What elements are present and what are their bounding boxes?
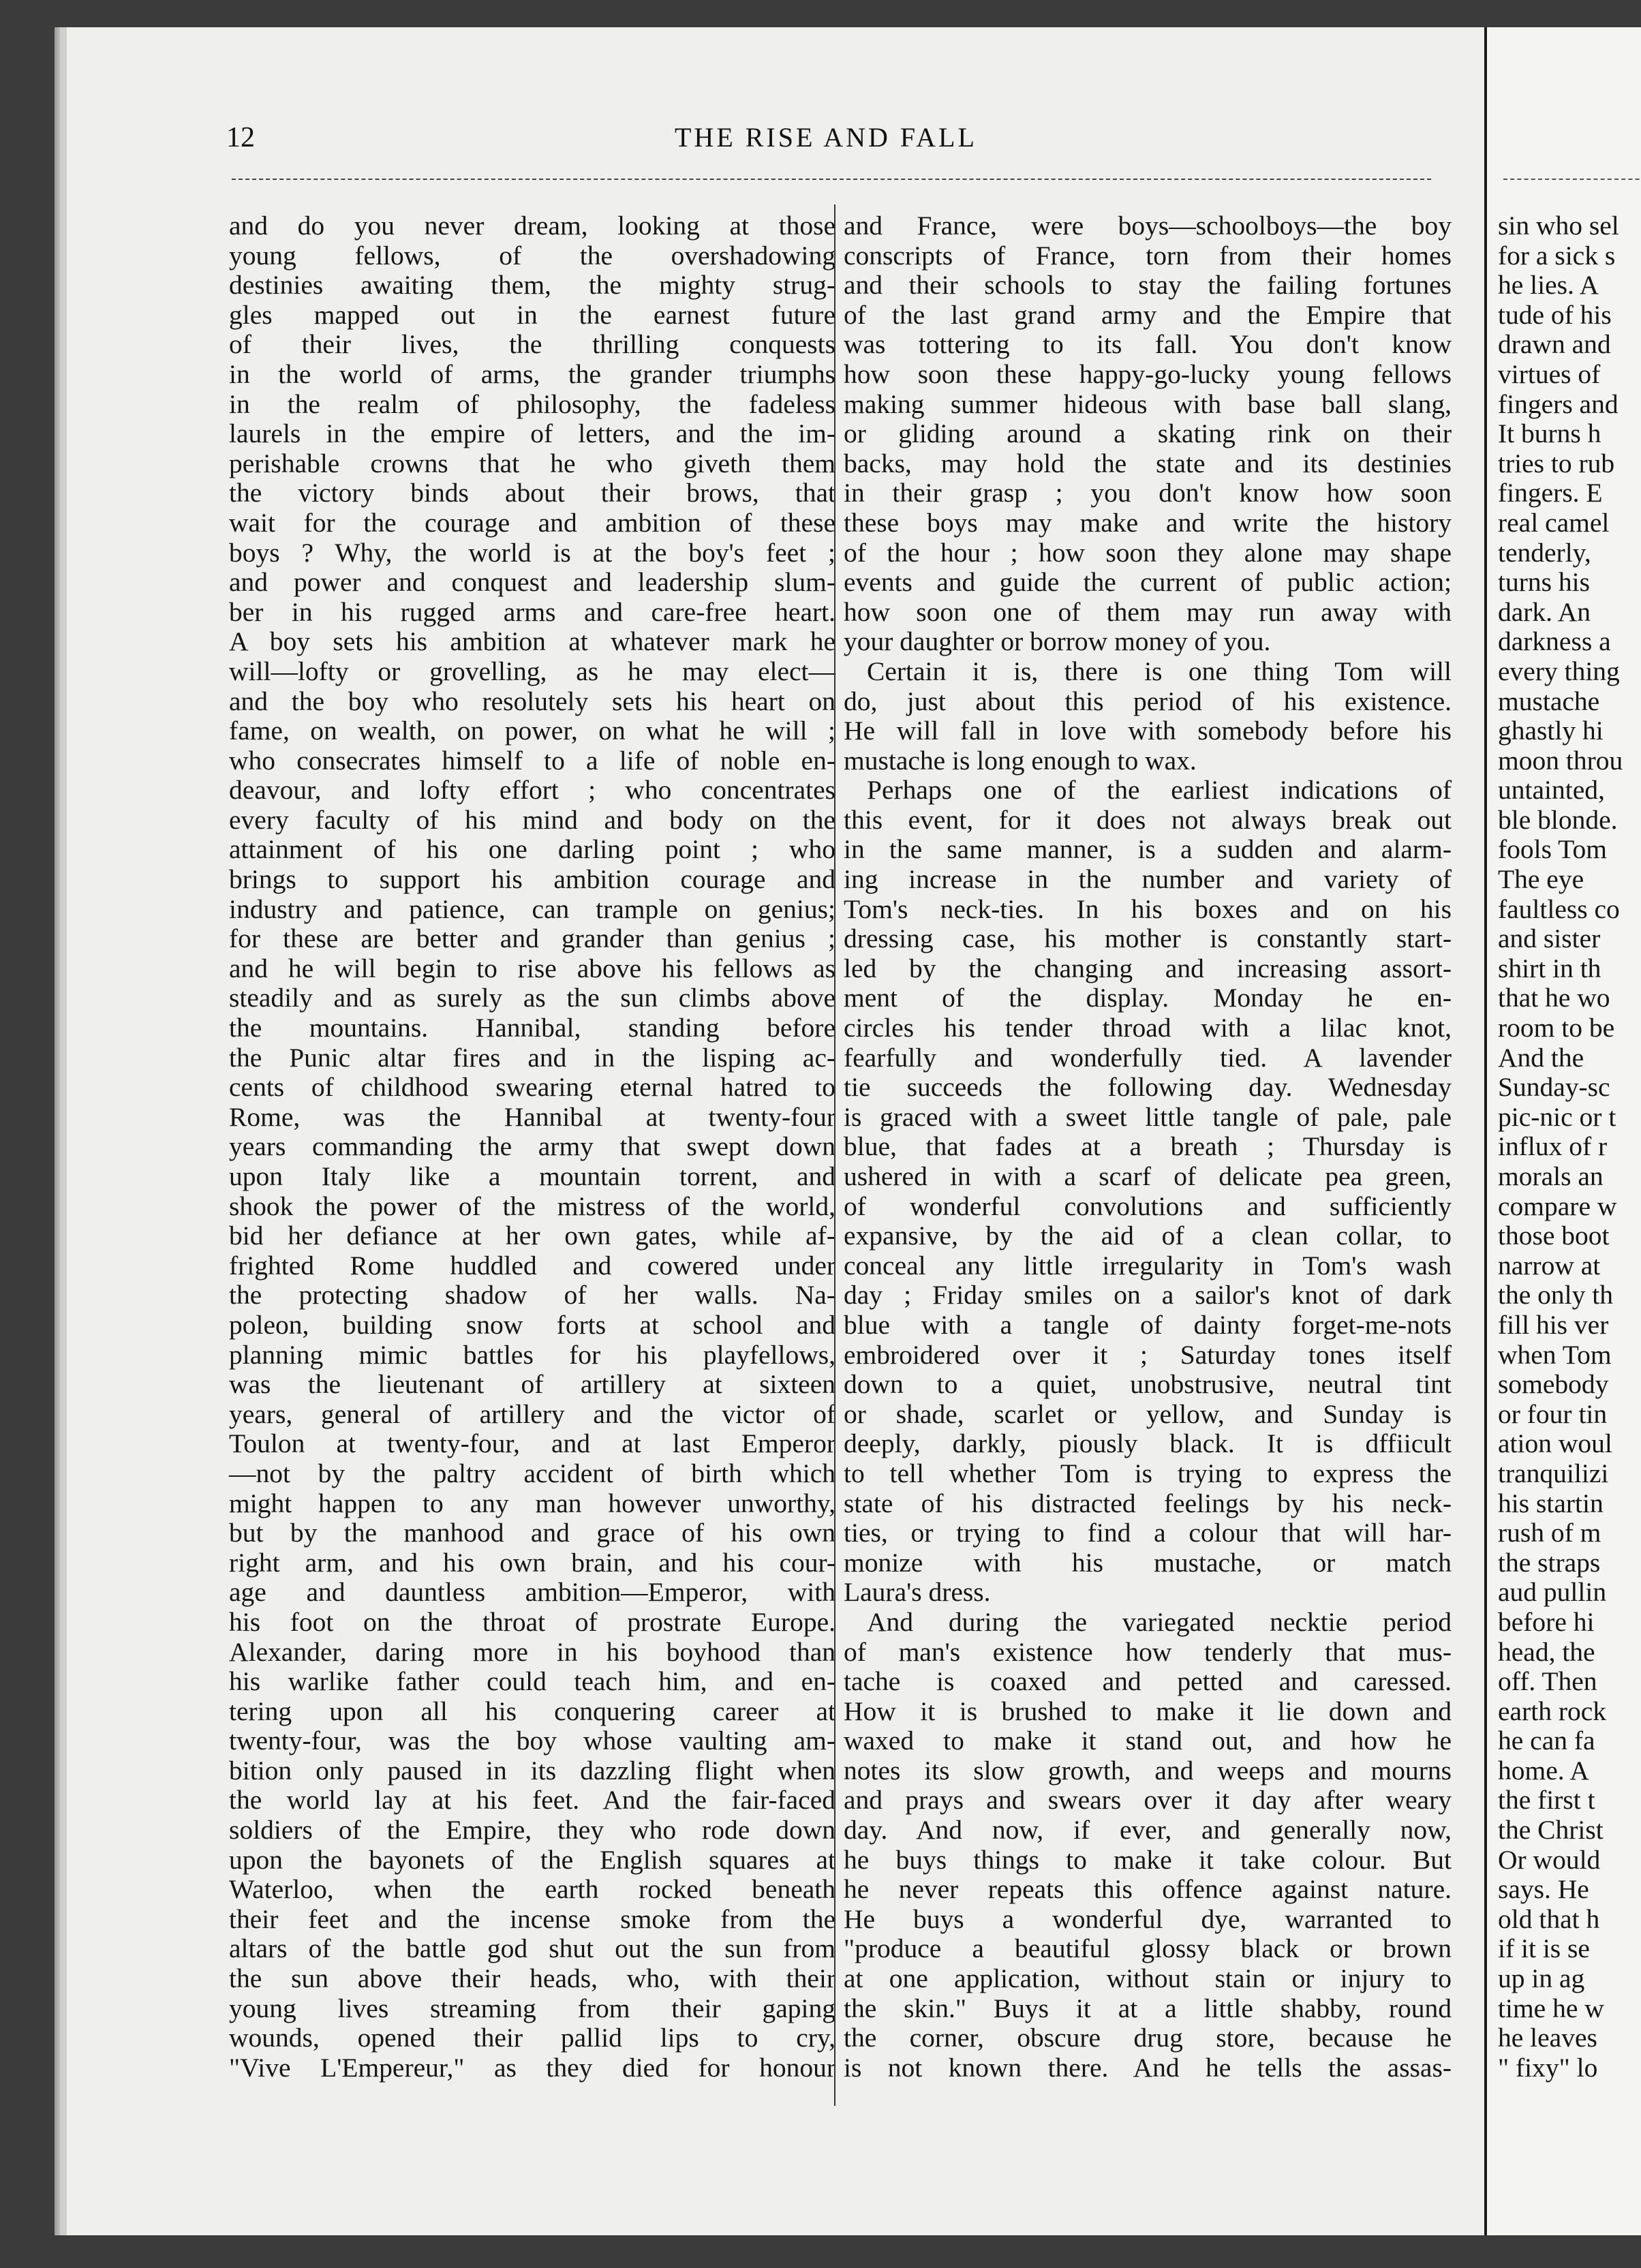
text-line: and prays and swears over it day after weary xyxy=(844,1785,1452,1815)
text-line: and France, were boys—schoolboys—the boy xyxy=(844,211,1452,241)
text-line: those boot xyxy=(1498,1221,1610,1251)
text-line: mustache is long enough to wax. xyxy=(844,745,1197,776)
text-line: before hi xyxy=(1498,1606,1595,1637)
text-line: his foot on the throat of prostrate Europe. xyxy=(229,1606,835,1637)
text-line: in the realm of philosophy, the fadeless xyxy=(229,388,835,419)
text-line: fame, on wealth, on power, on what he will ; xyxy=(229,716,835,746)
text-line: moon throu xyxy=(1498,745,1623,776)
text-line: he never repeats this offence against nature. xyxy=(844,1874,1452,1905)
text-line: home. A xyxy=(1498,1755,1589,1786)
text-line: the Christ xyxy=(1498,1815,1604,1845)
text-line: backs, may hold the state and its destinies xyxy=(844,448,1452,478)
text-line: years commanding the army that swept down xyxy=(229,1131,835,1162)
text-line: And during the variegated necktie period xyxy=(867,1606,1452,1637)
text-line: dark. An xyxy=(1498,596,1591,627)
text-line: how soon these happy-go-lucky young fellows xyxy=(844,358,1452,389)
text-line: fingers and xyxy=(1498,388,1619,419)
text-line: A boy sets his ambition at whatever mark he xyxy=(229,626,835,657)
page-number: 12 xyxy=(226,122,255,153)
text-line: at one application, without stain or injury to xyxy=(844,1963,1452,1994)
text-line: laurels in the empire of letters, and the im- xyxy=(229,418,835,449)
text-line: shook the power of the mistress of the world, xyxy=(229,1191,835,1221)
text-line: these boys may make and write the history xyxy=(844,507,1452,538)
text-line: "Vive L'Empereur," as they died for honour xyxy=(229,2052,835,2083)
text-line: for these are better and grander than genius ; xyxy=(229,923,835,954)
text-line: and the boy who resolutely sets his heart on xyxy=(229,686,835,716)
text-line: ushered in with a scarf of delicate pea green, xyxy=(844,1161,1452,1191)
text-line: the Punic altar fires and in the lisping ac- xyxy=(229,1042,835,1073)
text-line: is not known there. And he tells the assas- xyxy=(844,2052,1452,2083)
text-line: tering upon all his conquering career at xyxy=(229,1696,835,1726)
text-line: of the hour ; how soon they alone may shape xyxy=(844,537,1452,568)
text-line: the sun above their heads, who, with their xyxy=(229,1963,835,1994)
text-line: the straps xyxy=(1498,1547,1601,1578)
text-line: was the lieutenant of artillery at sixteen xyxy=(229,1369,835,1400)
text-line: off. Then xyxy=(1498,1666,1597,1697)
text-line: who consecrates himself to a life of noble en- xyxy=(229,745,835,776)
text-line: the skin." Buys it at a little shabby, round xyxy=(844,1993,1452,2023)
text-line: Perhaps one of the earliest indications of xyxy=(867,775,1452,806)
text-line: untainted, xyxy=(1498,775,1605,806)
text-line: the protecting shadow of her walls. Na- xyxy=(229,1280,835,1311)
text-line: " fixy" lo xyxy=(1498,2052,1598,2083)
text-line: your daughter or borrow money of you. xyxy=(844,626,1271,657)
text-line: in the same manner, is a sudden and alarm- xyxy=(844,834,1452,865)
text-line: every thing xyxy=(1498,656,1620,686)
text-line: tranquilizi xyxy=(1498,1458,1609,1488)
text-line: narrow at xyxy=(1498,1250,1601,1281)
text-line: young lives streaming from their gaping xyxy=(229,1993,835,2023)
text-line: will—lofty or grovelling, as he may elect— xyxy=(229,656,835,686)
text-line: ation woul xyxy=(1498,1428,1612,1459)
text-line: ble blonde. xyxy=(1498,804,1618,835)
text-line: morals an xyxy=(1498,1161,1604,1191)
text-line: of their lives, the thrilling conquests xyxy=(229,329,835,360)
text-line: upon Italy like a mountain torrent, and xyxy=(229,1161,835,1191)
text-line: of the last grand army and the Empire that xyxy=(844,299,1452,330)
text-line: dressing case, his mother is constantly start- xyxy=(844,923,1452,954)
text-line: he can fa xyxy=(1498,1726,1595,1756)
text-line: the first t xyxy=(1498,1785,1595,1815)
text-line: in the world of arms, the grander triumphs xyxy=(229,358,835,389)
text-line: or shade, scarlet or yellow, and Sunday is xyxy=(844,1398,1452,1429)
text-line: attainment of his one darling point ; who xyxy=(229,834,835,865)
text-line: time he w xyxy=(1498,1993,1604,2023)
text-line: every faculty of his mind and body on the xyxy=(229,804,835,835)
text-line: day ; Friday smiles on a sailor's knot of dark xyxy=(844,1280,1452,1311)
text-line: state of his distracted feelings by his neck- xyxy=(844,1488,1452,1518)
header-rule xyxy=(232,179,1431,180)
text-line: ties, or trying to find a colour that will har- xyxy=(844,1518,1452,1548)
text-line: old that h xyxy=(1498,1903,1600,1934)
text-line: for a sick s xyxy=(1498,240,1616,271)
text-line: blue with a tangle of dainty forget-me-nots xyxy=(844,1309,1452,1340)
text-line: brings to support his ambition courage and xyxy=(229,864,835,895)
text-line: led by the changing and increasing assort- xyxy=(844,953,1452,983)
text-line: bid her defiance at her own gates, while af- xyxy=(229,1221,835,1251)
text-line: deavour, and lofty effort ; who concentrates xyxy=(229,775,835,806)
text-line: influx of r xyxy=(1498,1131,1608,1162)
text-line: Alexander, daring more in his boyhood than xyxy=(229,1636,835,1667)
text-line: his warlike father could teach him, and en- xyxy=(229,1666,835,1697)
text-line: blue, that fades at a breath ; Thursday is xyxy=(844,1131,1452,1162)
adjacent-page-header-rule xyxy=(1503,179,1641,180)
text-line: shirt in th xyxy=(1498,953,1601,983)
text-line: making summer hideous with base ball slang, xyxy=(844,388,1452,419)
text-line: says. He xyxy=(1498,1874,1589,1905)
text-line: this event, for it does not always break out xyxy=(844,804,1452,835)
text-line: or four tin xyxy=(1498,1398,1608,1429)
text-line: of wonderful convolutions and sufficiently xyxy=(844,1191,1452,1221)
text-line: years, general of artillery and the victor of xyxy=(229,1398,835,1429)
text-line: conscripts of France, torn from their homes xyxy=(844,240,1452,271)
text-line: room to be xyxy=(1498,1013,1615,1043)
text-line: He will fall in love with somebody before his xyxy=(844,716,1452,746)
text-line: embroidered over it ; Saturday tones itself xyxy=(844,1339,1452,1370)
text-line: poleon, building snow forts at school and xyxy=(229,1309,835,1340)
text-line: somebody xyxy=(1498,1369,1609,1400)
text-line: the only th xyxy=(1498,1280,1613,1311)
text-line: the mountains. Hannibal, standing before xyxy=(229,1013,835,1043)
text-line: perishable crowns that he who giveth them xyxy=(229,448,835,478)
text-line: tache is coaxed and petted and caressed. xyxy=(844,1666,1452,1697)
text-line: he leaves xyxy=(1498,2023,1597,2053)
text-line: head, the xyxy=(1498,1636,1595,1667)
text-line: to tell whether Tom is trying to express the xyxy=(844,1458,1452,1488)
text-line: destinies awaiting them, the mighty strug- xyxy=(229,270,835,301)
text-line: might happen to any man however unworthy, xyxy=(229,1488,835,1518)
text-line: virtues of xyxy=(1498,358,1601,389)
text-line: sin who sel xyxy=(1498,211,1619,241)
text-line: steadily and as surely as the sun climbs above xyxy=(229,983,835,1013)
text-line: tenderly, xyxy=(1498,537,1591,568)
text-line: aud pullin xyxy=(1498,1577,1607,1608)
text-line: He buys a wonderful dye, warranted to xyxy=(844,1903,1452,1934)
text-line: wounds, opened their pallid lips to cry, xyxy=(229,2023,835,2053)
text-line: industry and patience, can trample on genius; xyxy=(229,893,835,924)
text-line: frighted Rome huddled and cowered under xyxy=(229,1250,835,1281)
running-title: THE RISE AND FALL xyxy=(675,122,977,153)
text-line: conceal any little irregularity in Tom's wash xyxy=(844,1250,1452,1281)
text-line: Waterloo, when the earth rocked beneath xyxy=(229,1874,835,1905)
text-line: and their schools to stay the failing fortunes xyxy=(844,270,1452,301)
text-line: rush of m xyxy=(1498,1518,1601,1548)
right-text-column xyxy=(844,211,1452,2083)
text-line: deeply, darkly, piously black. It is dffiicult xyxy=(844,1428,1452,1459)
text-line: if it is se xyxy=(1498,1933,1590,1964)
text-line: and sister xyxy=(1498,923,1601,954)
text-line: Or would xyxy=(1498,1844,1601,1875)
text-line: right arm, and his own brain, and his cour- xyxy=(229,1547,835,1578)
text-line: Certain it is, there is one thing Tom will xyxy=(867,656,1452,686)
text-line: and do you never dream, looking at those xyxy=(229,211,835,241)
text-line: earth rock xyxy=(1498,1696,1607,1726)
text-line: when Tom xyxy=(1498,1339,1612,1370)
text-line: Sunday-sc xyxy=(1498,1072,1610,1103)
adjacent-page-column xyxy=(1498,211,1641,2083)
text-line: he buys things to make it take colour. But xyxy=(844,1844,1452,1875)
text-line: is graced with a sweet little tangle of pale, pale xyxy=(844,1101,1452,1132)
text-line: he lies. A xyxy=(1498,270,1599,301)
text-line: do, just about this period of his existence. xyxy=(844,686,1452,716)
text-line: planning mimic battles for his playfellows, xyxy=(229,1339,835,1370)
text-line: Laura's dress. xyxy=(844,1577,991,1608)
text-line: twenty-four, was the boy whose vaulting am- xyxy=(229,1726,835,1756)
text-line: of man's existence how tenderly that mus- xyxy=(844,1636,1452,1667)
text-line: circles his tender throad with a lilac knot, xyxy=(844,1013,1452,1043)
text-line: was tottering to its fall. You don't know xyxy=(844,329,1452,360)
text-line: soldiers of the Empire, they who rode down xyxy=(229,1815,835,1845)
text-line: fools Tom xyxy=(1498,834,1608,865)
text-line: ment of the display. Monday he en- xyxy=(844,983,1452,1013)
text-line: tie succeeds the following day. Wednesday xyxy=(844,1072,1452,1103)
text-line: altars of the battle god shut out the sun from xyxy=(229,1933,835,1964)
text-line: fingers. E xyxy=(1498,478,1603,508)
text-line: age and dauntless ambition—Emperor, with xyxy=(229,1577,835,1608)
text-line: upon the bayonets of the English squares at xyxy=(229,1844,835,1875)
text-line: ghastly hi xyxy=(1498,716,1604,746)
text-line: wait for the courage and ambition of these xyxy=(229,507,835,538)
text-line: events and guide the current of public action; xyxy=(844,567,1452,598)
text-line: the corner, obscure drug store, because he xyxy=(844,2023,1452,2053)
text-line: real camel xyxy=(1498,507,1610,538)
text-line: pic-nic or t xyxy=(1498,1101,1616,1132)
text-line: and power and conquest and leadership slum- xyxy=(229,567,835,598)
text-line: fearfully and wonderfully tied. A lavender xyxy=(844,1042,1452,1073)
text-line: tude of his xyxy=(1498,299,1612,330)
text-line: bition only paused in its dazzling flight when xyxy=(229,1755,835,1786)
text-line: Rome, was the Hannibal at twenty-four xyxy=(229,1101,835,1132)
text-line: down to a quiet, unobstrusive, neutral tint xyxy=(844,1369,1452,1400)
text-line: ing increase in the number and variety of xyxy=(844,864,1452,895)
text-line: The eye xyxy=(1498,864,1584,895)
text-line: young fellows, of the overshadowing xyxy=(229,240,835,271)
text-line: fill his ver xyxy=(1498,1309,1609,1340)
text-line: notes its slow growth, and weeps and mourns xyxy=(844,1755,1452,1786)
text-line: darkness a xyxy=(1498,626,1611,657)
text-line: waxed to make it stand out, and how he xyxy=(844,1726,1452,1756)
text-line: It burns h xyxy=(1498,418,1601,449)
text-line: his startin xyxy=(1498,1488,1604,1518)
text-line: —not by the paltry accident of birth which xyxy=(229,1458,835,1488)
text-line: Toulon at twenty-four, and at last Emperor xyxy=(229,1428,835,1459)
text-line: or gliding around a skating rink on their xyxy=(844,418,1452,449)
text-line: turns his xyxy=(1498,567,1590,598)
text-line: boys ? Why, the world is at the boy's feet ; xyxy=(229,537,835,568)
text-line: that he wo xyxy=(1498,983,1610,1013)
text-line: in their grasp ; you don't know how soon xyxy=(844,478,1452,508)
text-line: faultless co xyxy=(1498,893,1620,924)
text-line: the world lay at his feet. And the fair-faced xyxy=(229,1785,835,1815)
text-line: but by the manhood and grace of his own xyxy=(229,1518,835,1548)
text-line: day. And now, if ever, and generally now, xyxy=(844,1815,1452,1845)
text-line: tries to rub xyxy=(1498,448,1615,478)
text-line: monize with his mustache, or match xyxy=(844,1547,1452,1578)
text-line: expansive, by the aid of a clean collar, to xyxy=(844,1221,1452,1251)
left-text-column xyxy=(229,211,835,2083)
text-line: compare w xyxy=(1498,1191,1617,1221)
adjacent-page xyxy=(1484,27,1641,2235)
text-line: "produce a beautiful glossy black or brown xyxy=(844,1933,1452,1964)
text-line: How it is brushed to make it lie down and xyxy=(844,1696,1452,1726)
text-line: how soon one of them may run away with xyxy=(844,596,1452,627)
text-line: cents of childhood swearing eternal hatred to xyxy=(229,1072,835,1103)
text-line: Tom's neck-ties. In his boxes and on his xyxy=(844,893,1452,924)
text-line: ber in his rugged arms and care-free heart. xyxy=(229,596,835,627)
text-line: their feet and the incense smoke from the xyxy=(229,1903,835,1934)
text-line: mustache xyxy=(1498,686,1600,716)
text-line: drawn and xyxy=(1498,329,1611,360)
column-divider xyxy=(834,204,835,2106)
text-line: and he will begin to rise above his fellows as xyxy=(229,953,835,983)
text-line: gles mapped out in the earnest future xyxy=(229,299,835,330)
text-line: up in ag xyxy=(1498,1963,1585,1994)
text-line: And the xyxy=(1498,1042,1584,1073)
text-line: the victory binds about their brows, that xyxy=(229,478,835,508)
